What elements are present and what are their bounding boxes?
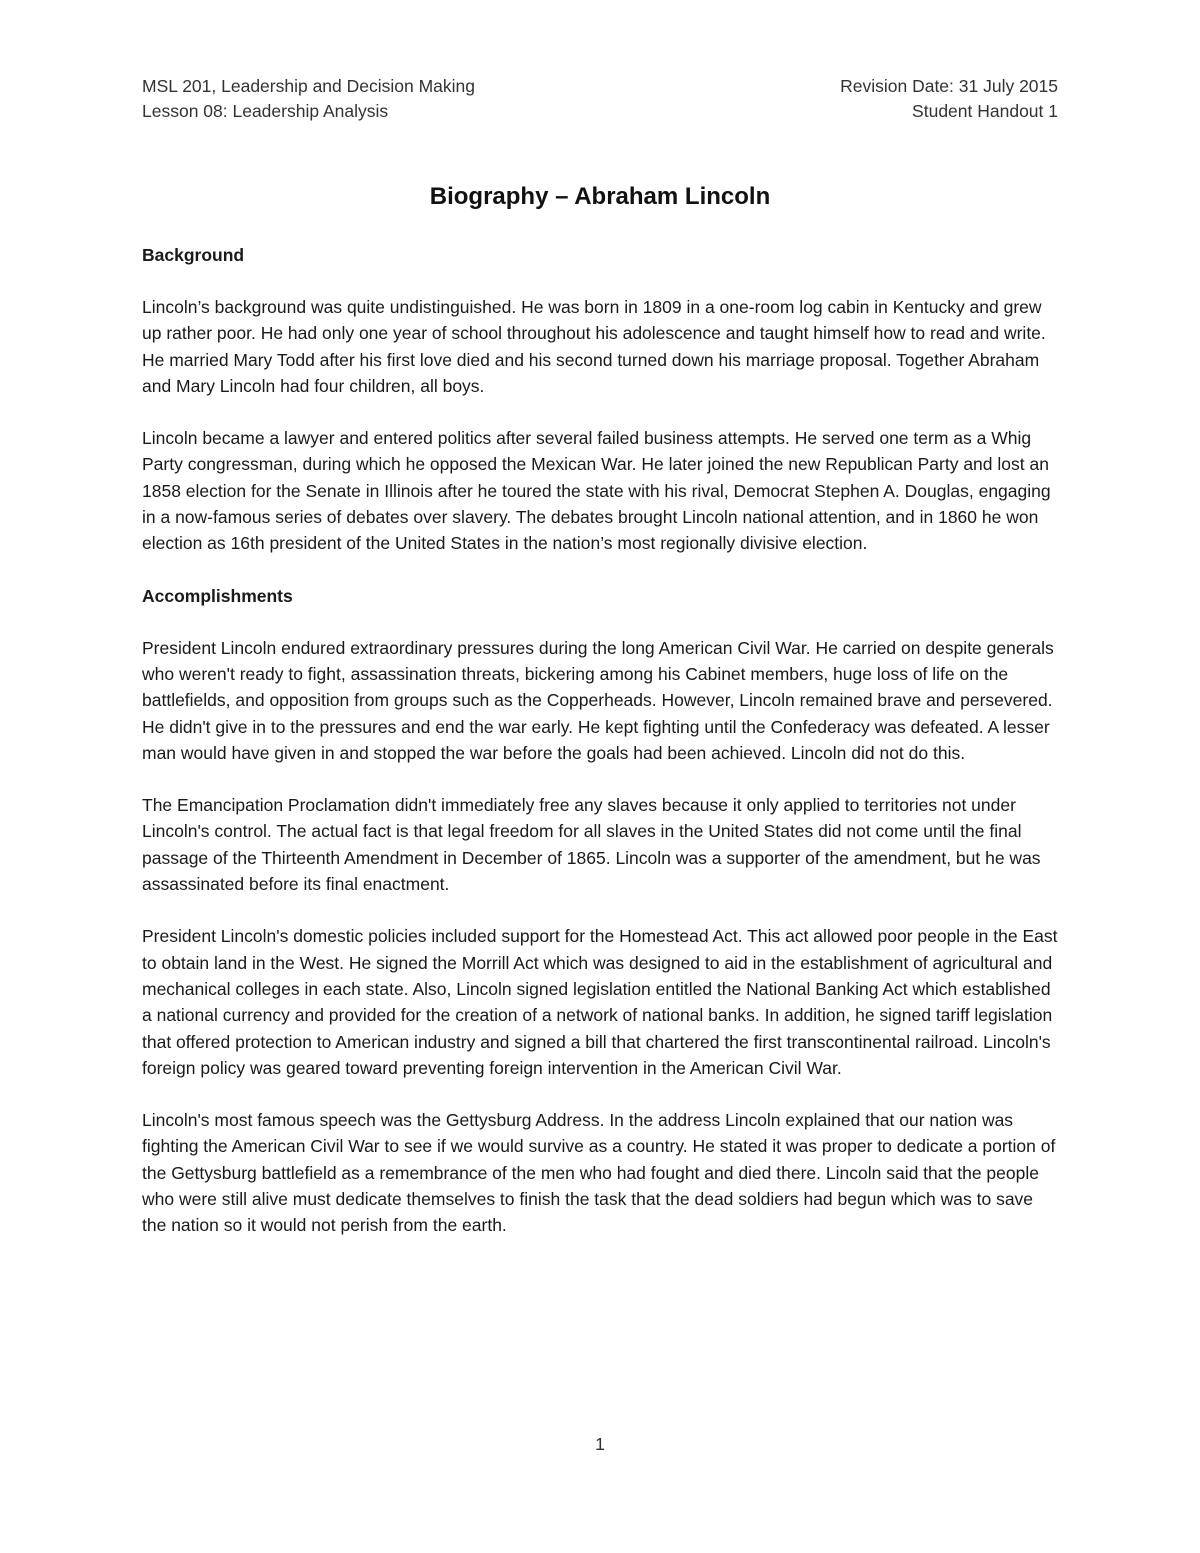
page-number: 1 bbox=[595, 1434, 605, 1454]
course-title: MSL 201, Leadership and Decision Making bbox=[142, 76, 476, 96]
paragraph: Lincoln's most famous speech was the Gettysburg Address. In the address Lincoln explained that our nation was fighting the American Civil War to see if we would survive as a country. He stated it was proper to dedicate a portion of the Gettysburg battlefield as a remembrance of the men who had fought and died there. Lincoln said that the people who were still alive must dedicate themselves to finish the task that the dead soldiers had begun which was to save the nation so it would not perish from the earth. bbox=[142, 1110, 1056, 1236]
paragraph: Lincoln’s background was quite undistinguished. He was born in 1809 in a one-room log cabin in Kentucky and grew up rather poor. He had only one year of school throughout his adolescence and taught himself how to read and write. He married Mary Todd after his first love died and his second turned down his marriage proposal. Together Abraham and Mary Lincoln had four children, all boys. bbox=[142, 297, 1046, 396]
handout-label: Student Handout 1 bbox=[912, 101, 1058, 121]
paragraph: Lincoln became a lawyer and entered politics after several failed business attempts. He served one term as a Whig Party congressman, during which he opposed the Mexican War. He later joined the new Republican Party and lost an 1858 election for the Senate in Illinois after he toured the state with his rival, Democrat Stephen A. Douglas, engaging in a now-famous series of debates over slavery. The debates brought Lincoln national attention, and in 1860 he won election as 16th president of the United States in the nation’s most regionally divisive election. bbox=[142, 428, 1051, 554]
section-heading-accomplishments: Accomplishments bbox=[142, 585, 293, 606]
document-body bbox=[142, 242, 1062, 1265]
paragraph: President Lincoln's domestic policies included support for the Homestead Act. This act allowed poor people in the East to obtain land in the West. He signed the Morrill Act which was designed to aid in the establishment of agricultural and mechanical colleges in each state. Also, Lincoln signed legislation entitled the National Banking Act which established a national currency and provided for the creation of a network of national banks. In addition, he signed tariff legislation that offered protection to American industry and signed a bill that chartered the first transcontinental railroad. Lincoln's foreign policy was geared toward preventing foreign intervention in the American Civil War. bbox=[142, 926, 1058, 1078]
page-header bbox=[142, 74, 1058, 124]
paragraph: President Lincoln endured extraordinary pressures during the long American Civil War. He carried on despite generals who weren't ready to fight, assassination threats, bickering among his Cabinet members, huge loss of life on the battlefields, and opposition from groups such as the Copperheads. However, Lincoln remained brave and persevered. He didn't give in to the pressures and end the war early. He kept fighting until the Confederacy was defeated. A lesser man would have given in and stopped the war before the goals had been achieved. Lincoln did not do this. bbox=[142, 637, 1054, 763]
section-heading-background: Background bbox=[142, 245, 245, 265]
header-row-1 bbox=[142, 74, 1058, 99]
revision-date: Revision Date: 31 July 2015 bbox=[840, 76, 1058, 96]
paragraph: The Emancipation Proclamation didn't immediately free any slaves because it only applied to territories not under Lincoln's control. The actual fact is that legal freedom for all slaves in the United States did not come until the final passage of the Thirteenth Amendment in December of 1865. Lincoln was a supporter of the amendment, but he was assassinated before its final enactment. bbox=[142, 795, 1041, 895]
lesson-title: Lesson 08: Leadership Analysis bbox=[142, 101, 389, 121]
header-row-2 bbox=[142, 99, 1058, 124]
document-title: Biography – Abraham Lincoln bbox=[429, 183, 771, 210]
